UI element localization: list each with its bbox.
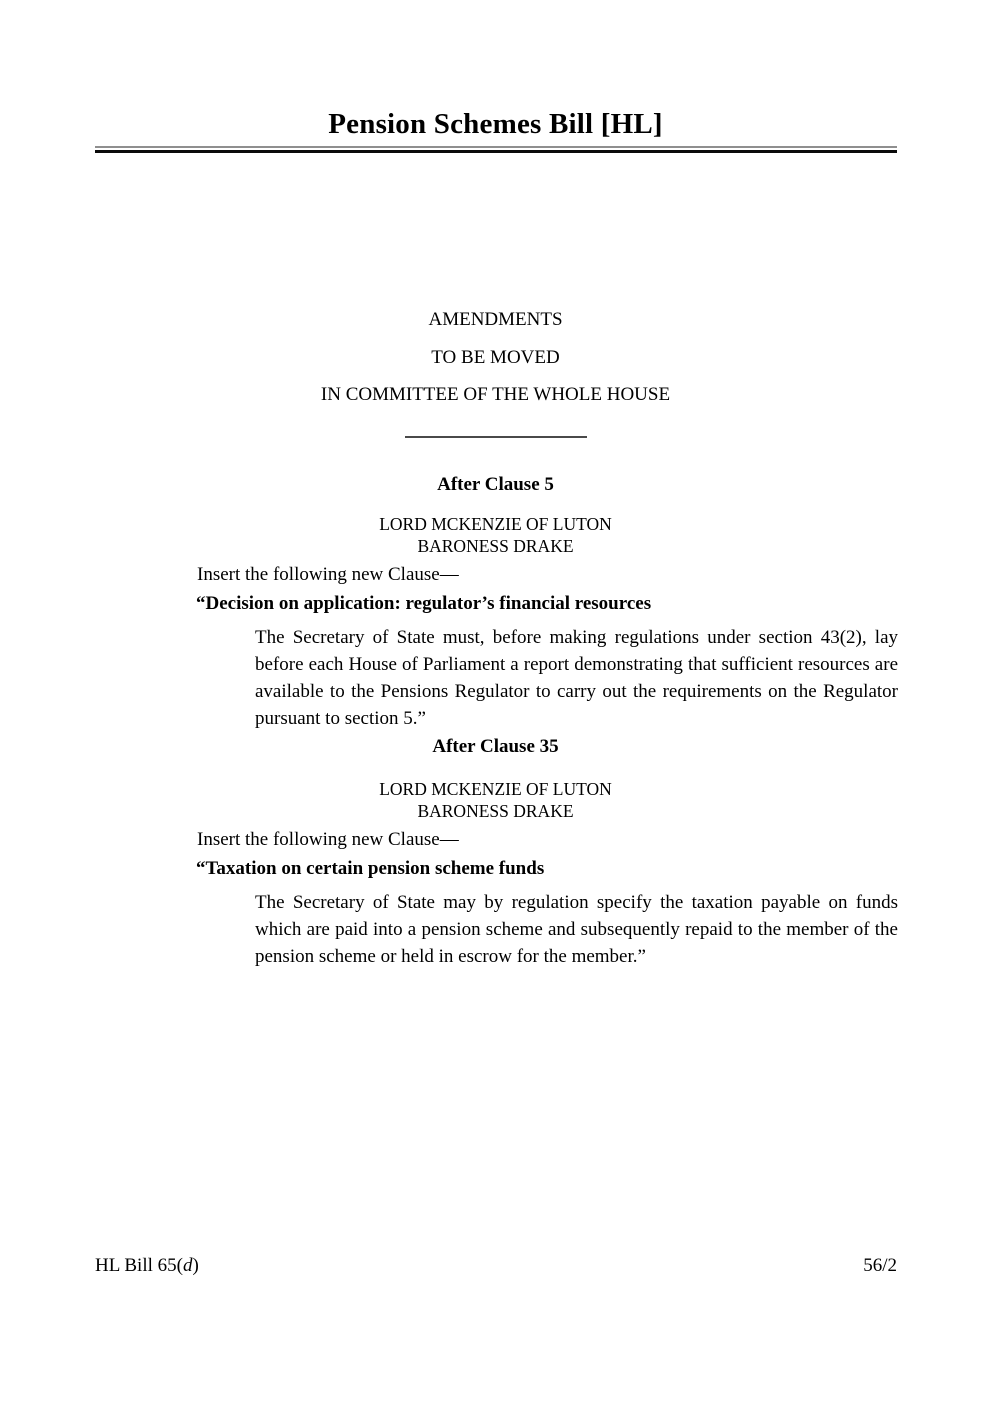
document-title: Pension Schemes Bill [HL] bbox=[328, 108, 663, 140]
intro-line-amendments: AMENDMENTS bbox=[428, 309, 563, 330]
place-heading-after-clause-5: After Clause 5 bbox=[437, 474, 554, 495]
sponsor-list bbox=[0, 513, 991, 557]
title-double-rule bbox=[95, 146, 897, 153]
intro-line-to-be-moved: TO BE MOVED bbox=[431, 346, 560, 368]
insert-instruction: Insert the following new Clause— bbox=[197, 829, 459, 850]
page-reference: 56/2 bbox=[863, 1255, 897, 1276]
sponsor-name: BARONESS DRAKE bbox=[417, 801, 574, 821]
sponsor-name: LORD MCKENZIE OF LUTON bbox=[379, 514, 612, 534]
page-footer bbox=[95, 1255, 897, 1277]
sponsor-name: LORD MCKENZIE OF LUTON bbox=[379, 779, 612, 799]
intro-heading-block bbox=[0, 301, 991, 414]
intro-line-committee: IN COMMITTEE OF THE WHOLE HOUSE bbox=[320, 384, 671, 405]
new-clause-title: “Decision on application: regulator’s financial resources bbox=[196, 593, 652, 614]
bill-reference-italic: d bbox=[182, 1255, 193, 1276]
new-clause-title: “Taxation on certain pension scheme funds bbox=[196, 858, 545, 879]
title-rule-thick bbox=[95, 150, 897, 153]
bill-reference bbox=[95, 1255, 199, 1277]
new-clause-body: The Secretary of State may by regulation specify the taxation payable on funds which are paid into a pension scheme and subsequently repaid to the member of the pension scheme or held in escrow for the member.” bbox=[255, 892, 898, 967]
place-heading-after-clause-35: After Clause 35 bbox=[432, 736, 559, 757]
bill-reference-prefix: HL Bill 65( bbox=[95, 1255, 183, 1276]
new-clause-body: The Secretary of State must, before making regulations under section 43(2), lay before each House of Parliament a report demonstrating that sufficient resources are available to the Pensions Regulator to carry out the requirements on the Regulator pursuant to section 5.” bbox=[255, 627, 898, 729]
bill-reference-suffix: ) bbox=[192, 1255, 199, 1276]
sponsor-name: BARONESS DRAKE bbox=[417, 536, 574, 556]
insert-instruction: Insert the following new Clause— bbox=[197, 564, 459, 585]
title-rule-thin bbox=[95, 146, 897, 148]
section-separator-rule bbox=[405, 436, 587, 438]
sponsor-list bbox=[0, 778, 991, 822]
